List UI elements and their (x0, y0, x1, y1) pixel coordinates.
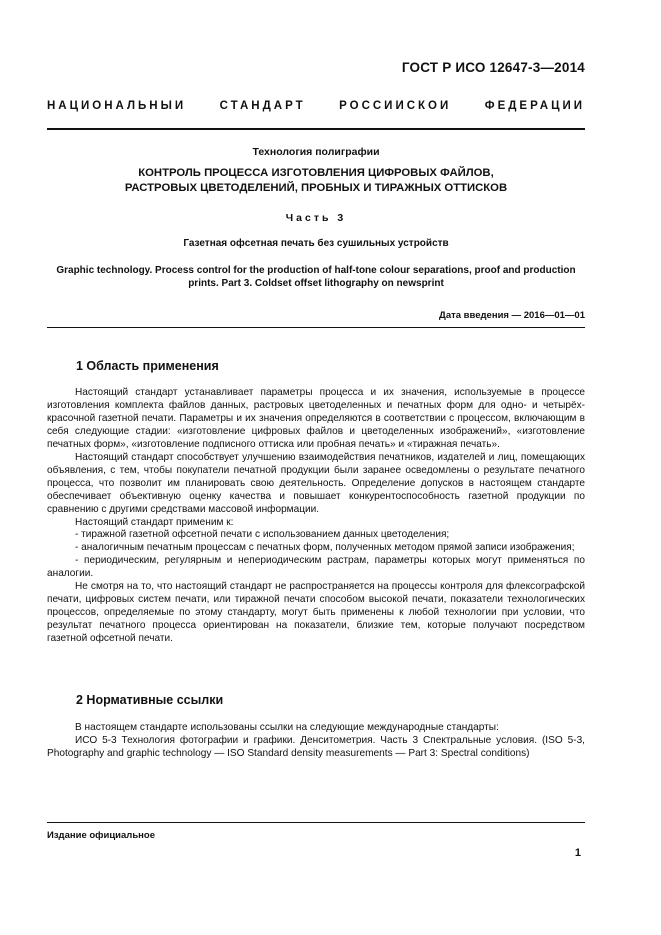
list-item: - периодическим, регулярным и непериодическим растрам, параметры которых могут применяться по аналогии. (47, 555, 585, 580)
section-1-heading: 1 Область применения (76, 359, 219, 373)
subtitle: Газетная офсетная печать без сушильных устройств (183, 238, 449, 249)
introduction-date: Дата введения — 2016—01—01 (439, 310, 585, 321)
section-2-body (47, 722, 585, 761)
page-number: 1 (574, 847, 581, 859)
paragraph: В настоящем стандарте использованы ссылки на следующие международные стандарты: (75, 722, 499, 733)
list-item: - аналогичным печатным процессам с печатных форм, полученных методом прямой записи изображения; (75, 542, 575, 554)
paragraph: Настоящий стандарт применим к: (75, 516, 234, 528)
list-item: - тиражной газетной офсетной печати с использованием данных цветоделения; (75, 529, 450, 541)
section-1-body (47, 387, 585, 646)
title-line-1: КОНТРОЛЬ ПРОЦЕССА ИЗГОТОВЛЕНИЯ ЦИФРОВЫХ ФАЙЛОВ, (138, 167, 494, 179)
paragraph: ИСО 5-3 Технология фотографии и графики. Денситометрия. Часть 3 Спектральные условия. (ISO 5-3, Photography and graphic technology — ISO Standard density measurements — Part 3: Spectral conditions) (47, 734, 585, 759)
header-rule (47, 128, 585, 130)
document-title (47, 166, 585, 196)
paragraph: Настоящий стандарт способствует улучшению взаимодействия печатников, издателей и лиц, помещающих объявления, с тем, чтобы покупатели печатной продукции были заранее осведомлены о результате печатного процесса, что позволит им планировать свою деятельность. Определение допусков в настоящем стандарте обеспечивает объективную оценку качества и повышает конкурентоспособность газетной продукции по сравнению с другими средствами массовой информации. (47, 451, 585, 515)
english-title: Graphic technology. Process control for the production of half-tone colour separations, proof and production prints. Part 3. Coldset offset lithography on newsprint (56, 265, 576, 289)
national-standard-banner: НАЦИОНАЛЬНЫЙ СТАНДАРТ РОССИЙСКОЙ ФЕДЕРАЦИИ (47, 100, 585, 112)
gost-code: ГОСТ Р ИСО 12647-3—2014 (401, 60, 585, 75)
footer-rule (47, 822, 585, 823)
section-2-heading: 2 Нормативные ссылки (76, 693, 224, 707)
subject-line: Технология полиграфии (252, 146, 380, 158)
title-line-2: РАСТРОВЫХ ЦВЕТОДЕЛЕНИЙ, ПРОБНЫХ И ТИРАЖНЫХ ОТТИСКОВ (124, 182, 508, 194)
edition-label: Издание официальное (47, 830, 155, 841)
intro-rule (47, 327, 585, 328)
paragraph: Не смотря на то, что настоящий стандарт не распространяется на процессы контроля для флексографской печати, цифровых систем печати, или тиражной печати способом высокой печати, показатели технологических процессов, определяемые по этому стандарту, могут быть применены к любой технологии при условии, что результат печатного процесса ориентирован на показатели, близкие тем, которые получают посредством газетной офсетной печати. (47, 581, 585, 645)
paragraph: Настоящий стандарт устанавливает параметры процесса и их значения, используемые в процессе изготовления комплекта файлов данных, растровых цветоделенных и печатных форм для одно- и четырёх-красочной газетной печати. Параметры и их значения определяются в соответствии с процессом, включающим в себя следующие стадии: «изготовление цифровых файлов и цветоделенных изображений», «изготовление печатных форм», «изготовление подписного оттиска или пробная печать» и «тиражная печать». (47, 387, 585, 450)
part-label: Часть 3 (285, 212, 347, 224)
